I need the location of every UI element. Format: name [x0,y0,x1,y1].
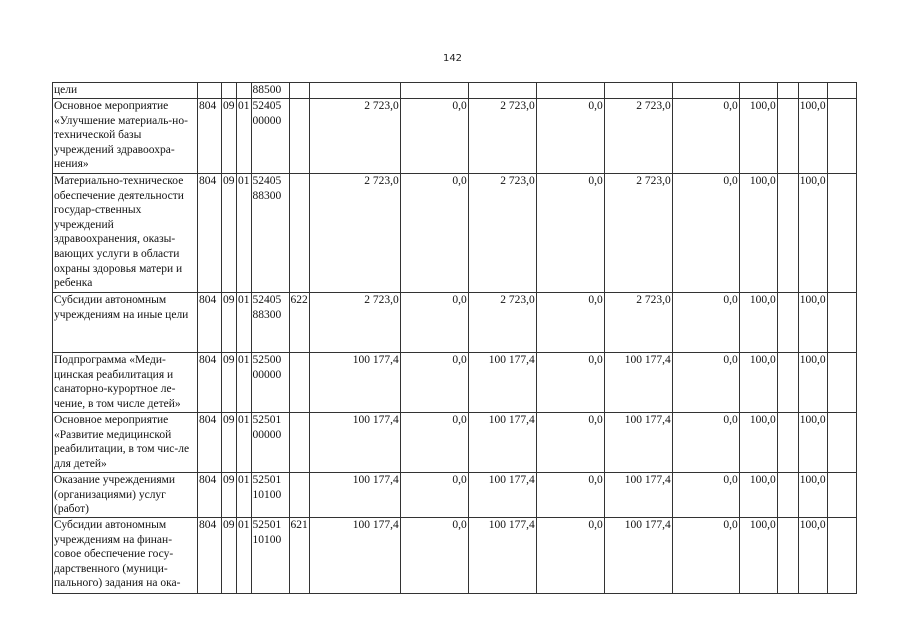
empty-cell [827,99,856,174]
empty-cell [777,473,798,518]
code-expense-type [289,83,309,99]
amount-4: 0,0 [536,473,604,518]
page-number: 142 [442,53,463,64]
percent-2 [798,83,827,99]
percent-1: 100,0 [739,518,777,594]
amount-4: 0,0 [536,174,604,293]
row-name: Материально-техническое обеспечение деятельности государ-ственных учреждений здравоохранения, оказы-вающих услуги в области охраны здоровья матери и ребенка [53,174,198,293]
amount-2 [400,83,468,99]
amount-3: 2 723,0 [468,99,536,174]
percent-2: 100,0 [798,413,827,473]
code-subsection: 01 [237,413,252,473]
amount-6: 0,0 [672,518,739,594]
code-ministry: 804 [198,473,222,518]
code-expense-type [289,413,309,473]
amount-1: 100 177,4 [309,413,400,473]
amount-2: 0,0 [400,99,468,174]
percent-2: 100,0 [798,353,827,413]
empty-cell [777,353,798,413]
empty-cell [777,174,798,293]
code-section: 09 [222,473,237,518]
code-expense-type: 621 [289,518,309,594]
amount-2: 0,0 [400,413,468,473]
code-subsection: 01 [237,353,252,413]
amount-3: 100 177,4 [468,413,536,473]
amount-6: 0,0 [672,99,739,174]
code-ministry: 804 [198,99,222,174]
code-ministry: 804 [198,293,222,353]
amount-6: 0,0 [672,353,739,413]
code-subsection: 01 [237,174,252,293]
code-subsection: 01 [237,293,252,353]
amount-3: 100 177,4 [468,353,536,413]
amount-5: 100 177,4 [604,353,672,413]
amount-4: 0,0 [536,413,604,473]
percent-1: 100,0 [739,413,777,473]
amount-3: 2 723,0 [468,174,536,293]
code-target-article: 52500 00000 [251,353,289,413]
empty-cell [777,293,798,353]
amount-5: 2 723,0 [604,99,672,174]
amount-4: 0,0 [536,99,604,174]
table-row [53,99,857,174]
empty-cell [827,353,856,413]
amount-4 [536,83,604,99]
table-row [53,83,857,99]
table-row [53,353,857,413]
amount-3: 2 723,0 [468,293,536,353]
code-ministry: 804 [198,518,222,594]
amount-6: 0,0 [672,473,739,518]
empty-cell [777,518,798,594]
code-ministry: 804 [198,413,222,473]
row-name: Субсидии автономным учреждениям на финан-совое обеспечение госу-дарственного (муници-пального) задания на ока- [53,518,198,594]
percent-1 [739,83,777,99]
code-section: 09 [222,99,237,174]
code-ministry: 804 [198,174,222,293]
amount-3 [468,83,536,99]
row-name: Оказание учреждениями (организациями) услуг (работ) [53,473,198,518]
percent-1: 100,0 [739,99,777,174]
amount-5: 2 723,0 [604,293,672,353]
percent-2: 100,0 [798,293,827,353]
code-section: 09 [222,293,237,353]
amount-5 [604,83,672,99]
code-expense-type [289,473,309,518]
amount-1: 2 723,0 [309,99,400,174]
code-target-article: 52405 88300 [251,293,289,353]
amount-4: 0,0 [536,353,604,413]
code-expense-type [289,353,309,413]
code-section: 09 [222,518,237,594]
empty-cell [827,518,856,594]
amount-2: 0,0 [400,518,468,594]
amount-4: 0,0 [536,293,604,353]
code-target-article: 52501 10100 [251,473,289,518]
code-target-article: 88500 [251,83,289,99]
code-section [222,83,237,99]
code-ministry [198,83,222,99]
amount-2: 0,0 [400,293,468,353]
amount-6 [672,83,739,99]
code-subsection [237,83,252,99]
empty-cell [827,473,856,518]
code-section: 09 [222,174,237,293]
amount-2: 0,0 [400,353,468,413]
amount-2: 0,0 [400,174,468,293]
empty-cell [777,83,798,99]
table-row [53,413,857,473]
percent-2: 100,0 [798,174,827,293]
amount-5: 100 177,4 [604,473,672,518]
amount-3: 100 177,4 [468,518,536,594]
percent-2: 100,0 [798,99,827,174]
amount-6: 0,0 [672,174,739,293]
code-subsection: 01 [237,518,252,594]
amount-3: 100 177,4 [468,473,536,518]
amount-6: 0,0 [672,413,739,473]
code-section: 09 [222,353,237,413]
amount-1 [309,83,400,99]
percent-1: 100,0 [739,293,777,353]
empty-cell [777,413,798,473]
percent-1: 100,0 [739,473,777,518]
amount-1: 100 177,4 [309,518,400,594]
empty-cell [827,83,856,99]
amount-5: 100 177,4 [604,518,672,594]
budget-table [52,82,857,594]
percent-2: 100,0 [798,473,827,518]
empty-cell [827,413,856,473]
code-expense-type [289,174,309,293]
empty-cell [827,174,856,293]
empty-cell [777,99,798,174]
amount-5: 2 723,0 [604,174,672,293]
table-row [53,293,857,353]
amount-6: 0,0 [672,293,739,353]
row-name: цели [53,83,198,99]
code-expense-type: 622 [289,293,309,353]
empty-cell [827,293,856,353]
table-row [53,174,857,293]
amount-5: 100 177,4 [604,413,672,473]
code-target-article: 52501 10100 [251,518,289,594]
amount-1: 100 177,4 [309,353,400,413]
code-section: 09 [222,413,237,473]
code-subsection: 01 [237,99,252,174]
percent-2: 100,0 [798,518,827,594]
code-ministry: 804 [198,353,222,413]
code-target-article: 52405 88300 [251,174,289,293]
amount-4: 0,0 [536,518,604,594]
percent-1: 100,0 [739,353,777,413]
row-name: Основное мероприятие «Развитие медицинской реабилитации, в том чис-ле для детей» [53,413,198,473]
amount-1: 100 177,4 [309,473,400,518]
amount-1: 2 723,0 [309,293,400,353]
code-subsection: 01 [237,473,252,518]
code-target-article: 52501 00000 [251,413,289,473]
amount-1: 2 723,0 [309,174,400,293]
table-row [53,473,857,518]
percent-1: 100,0 [739,174,777,293]
row-name: Подпрограмма «Меди-цинская реабилитация и санаторно-курортное ле-чение, в том числе детей» [53,353,198,413]
row-name: Субсидии автономным учреждениям на иные цели [53,293,198,353]
table-row [53,518,857,594]
row-name: Основное мероприятие «Улучшение материаль-но-технической базы учреждений здравоохра-нения» [53,99,198,174]
amount-2: 0,0 [400,473,468,518]
code-target-article: 52405 00000 [251,99,289,174]
code-expense-type [289,99,309,174]
